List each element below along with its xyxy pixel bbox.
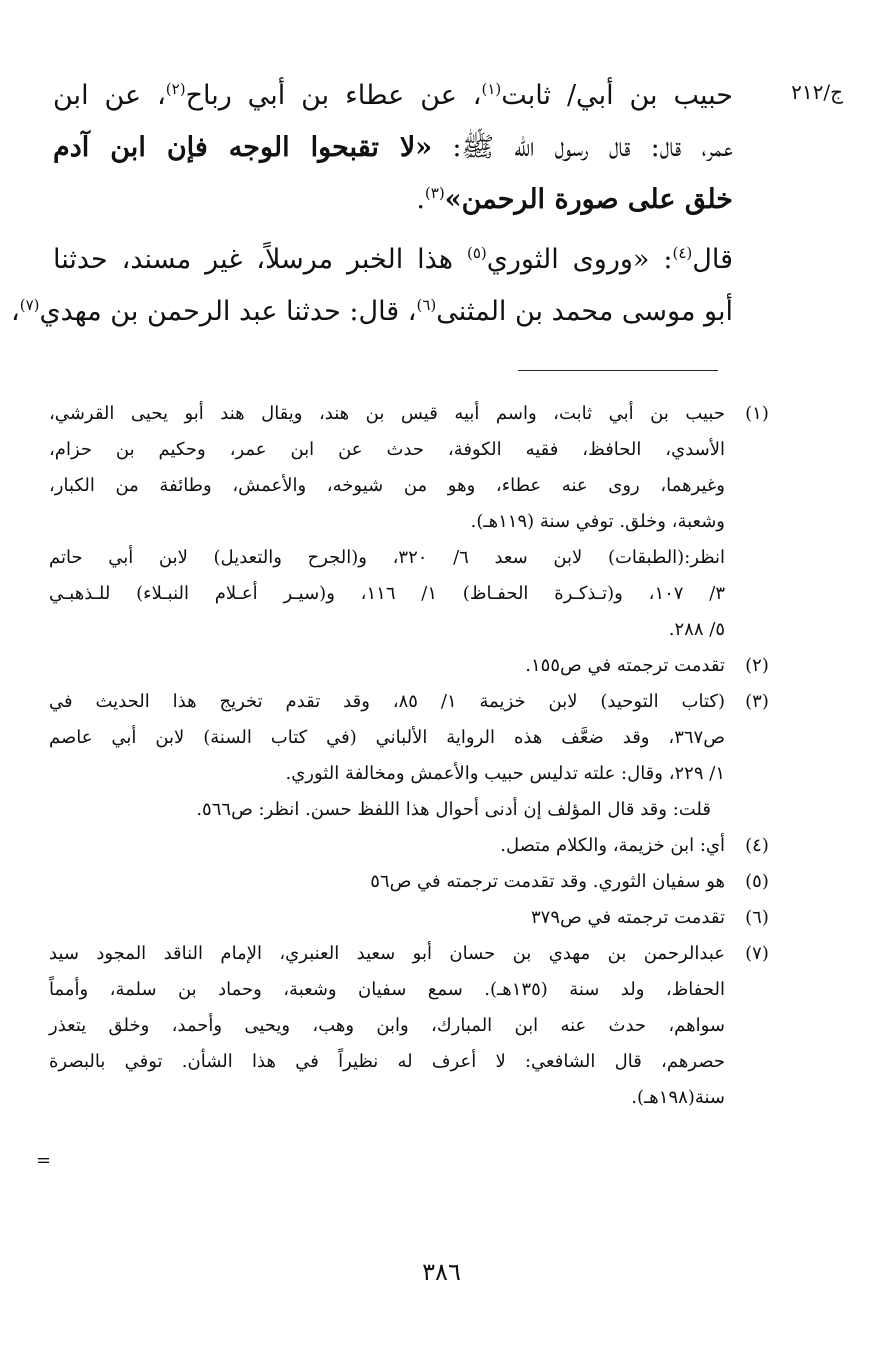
footnote-marker: (٧) <box>19 296 40 314</box>
footnote <box>49 936 769 1116</box>
footnote-marker: (٢) <box>165 80 186 98</box>
footnote-line: سنة(١٩٨هـ). <box>631 1087 725 1108</box>
text-run: ، <box>11 296 20 327</box>
footnote-marker: (١) <box>481 80 502 98</box>
footnote-line: (كتاب التوحيد) لابن خزيمة ١/ ٨٥، وقد تقدم تخريج هذا الحديث في <box>49 691 725 712</box>
footnote-separator <box>518 370 718 371</box>
footnote-line: حصرهم، قال الشافعي: لا أعرف له نظيراً في هذا الشأن. توفي بالبصرة <box>49 1051 725 1072</box>
hadith-quote: «لا تقبحوا الوجه فإن ابن آدم <box>53 132 433 163</box>
footnote-number: (٦) <box>745 907 769 928</box>
footnote-marker: (٥) <box>466 244 487 262</box>
footnote-number: (٥) <box>745 871 769 892</box>
text-run: ، قال: حدثنا عبد الرحمن بن مهدي <box>39 296 417 327</box>
footnote <box>49 648 769 684</box>
footnote-line: سواهم، حدث عنه ابن المبارك، وابن وهب، ويحيى وأحمد، وخلق يتعذر <box>49 1015 725 1036</box>
page-number: ٣٨٦ <box>422 1258 461 1286</box>
footnote-marker: (٤) <box>672 244 693 262</box>
text-run: . <box>416 184 425 215</box>
footnote-line: ٣/ ١٠٧، و(تـذكـرة الحفـاظ) ١/ ١١٦، و(سيـر أعـلام النبـلاء) للـذهبـي <box>49 583 725 604</box>
footnote-line: ١/ ٢٢٩، وقال: علته تدليس حبيب والأعمش ومخالفة الثوري. <box>285 763 725 784</box>
main-text-line <box>53 70 733 122</box>
text-run: حبيب بن أبي/ ثابت <box>501 80 733 111</box>
footnote-marker: (٣) <box>424 184 445 202</box>
footnote <box>49 828 769 864</box>
margin-reference: ج/٢١٢ <box>791 80 843 104</box>
footnote-line: الحفاظ، ولد سنة (١٣٥هـ). سمع سفيان وشعبة، وحماد بن سلمة، وأمماً <box>49 979 725 1000</box>
footnote-marker: (٦) <box>416 296 437 314</box>
footnote <box>49 684 769 828</box>
footnote-line: الأسدي، الحافظ، فقيه الكوفة، حدث عن ابن عمر، وحكيم بن حزام، <box>49 439 725 460</box>
footnote <box>49 864 769 900</box>
footnote-number: (١) <box>745 403 769 424</box>
footnote-line: ٥/ ٢٨٨. <box>668 619 725 640</box>
text-run: : «وروى الثوري <box>486 244 673 275</box>
text-run: أبو موسى محمد بن المثنى <box>436 296 733 327</box>
footnote-line: حبيب بن أبي ثابت، واسم أبيه قيس بن هند، ويقال هند أبو يحيى القرشي، <box>49 403 725 424</box>
footnote <box>49 900 769 936</box>
paragraph-gap <box>53 226 733 234</box>
footnote-line: ص٣٦٧، وقد ضعَّف هذه الرواية الألباني (في كتاب السنة) لابن أبي عاصم <box>49 727 725 748</box>
footnote-line: انظر:(الطبقات) لابن سعد ٦/ ٣٢٠، و(الجرح والتعديل) لابن أبي حاتم <box>49 547 725 568</box>
footnote-line: عبدالرحمن بن مهدي بن حسان أبو سعيد العنبري، الإمام الناقد المجود سيد <box>49 943 725 964</box>
main-text <box>11 70 734 338</box>
text-run: عمر، قال: قال رسول الله ﷺ: <box>432 132 733 163</box>
main-text-line <box>53 122 733 174</box>
text-run: هذا الخبر مرسلاً، غير مسند، حدثنا <box>53 244 467 275</box>
footnote-number: (٢) <box>745 655 769 676</box>
footnote-number: (٧) <box>745 943 769 964</box>
text-run: قال <box>692 244 734 275</box>
main-text-line <box>53 234 733 286</box>
margin-mark: = <box>36 1150 52 1171</box>
footnote-line: وغيرهما، روى عنه عطاء، وهو من شيوخه، والأعمش، وطائفة من الكبار، <box>49 475 725 496</box>
text-run: ، عن عطاء بن أبي رباح <box>185 80 482 111</box>
main-text-line <box>53 174 733 226</box>
footnote-number: (٣) <box>745 691 769 712</box>
footnote-number: (٤) <box>745 835 769 856</box>
hadith-quote: خلق على صورة الرحمن» <box>444 184 733 215</box>
footnote-line: هو سفيان الثوري. وقد تقدمت ترجمته في ص٥٦ <box>370 871 725 892</box>
footnote-line: تقدمت ترجمته في ص٣٧٩ <box>531 907 725 928</box>
text-run: ، عن ابن <box>53 80 166 111</box>
footnote-line: قلت: وقد قال المؤلف إن أدنى أحوال هذا اللفظ حسن. انظر: ص٥٦٦. <box>196 799 711 820</box>
footnote <box>49 396 769 648</box>
main-text-line <box>11 286 733 338</box>
footnote-line: وشعبة، وخلق. توفي سنة (١١٩هـ). <box>470 511 725 532</box>
footnote-line: أي: ابن خزيمة، والكلام متصل. <box>500 835 725 856</box>
footnote-line: تقدمت ترجمته في ص١٥٥. <box>525 655 725 676</box>
footnotes <box>49 396 769 1116</box>
